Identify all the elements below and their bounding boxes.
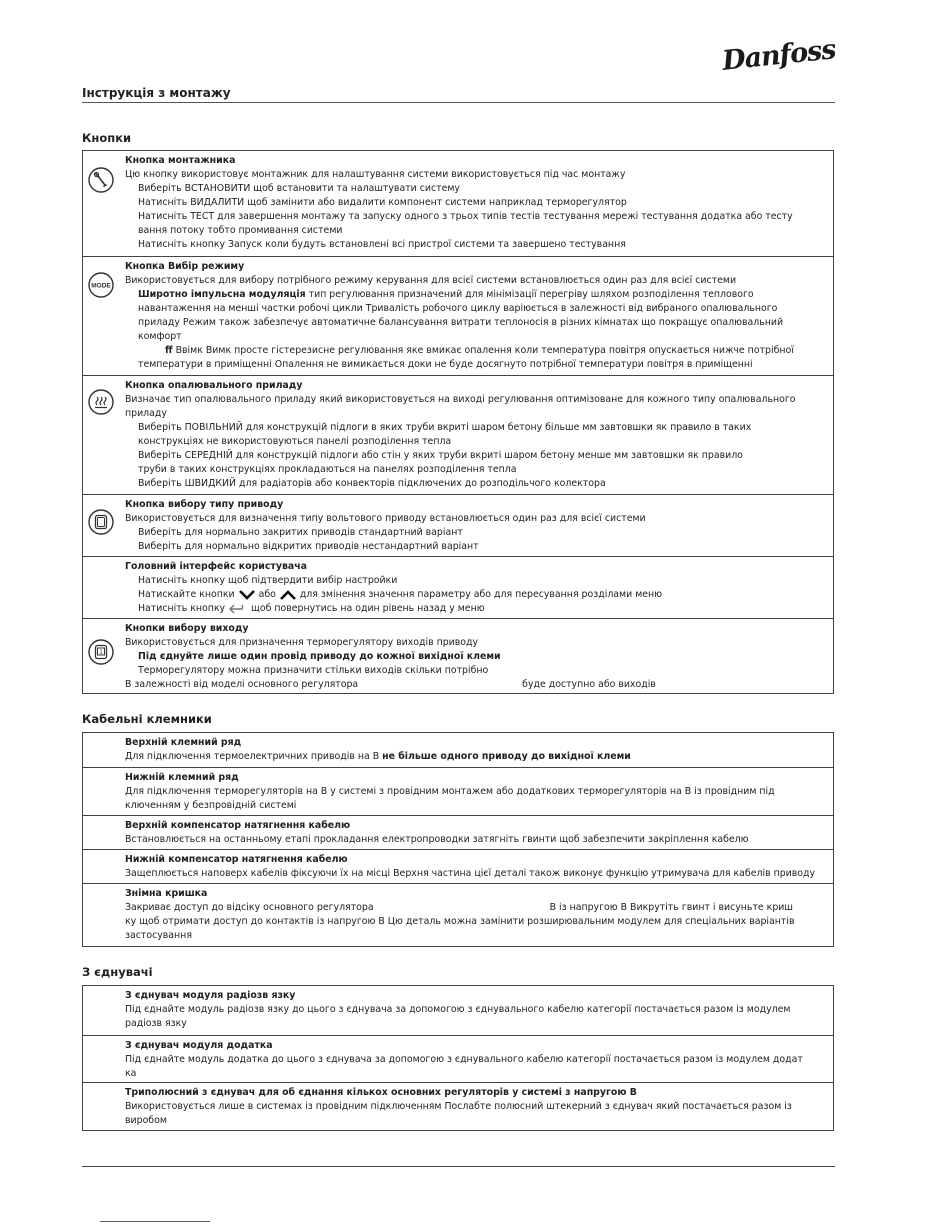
- row-description: Для підключення термоелектричних приводів на В: [125, 751, 380, 762]
- section-title-connectors: З єднувачі: [82, 965, 153, 979]
- row-description: ку щоб отримати доступ до контактів із напругою В Цю деталь можна замінити розширювальним модулем для спеціальних варіантів: [125, 916, 795, 927]
- row-title: Триполюсний з єднувач для об єднання кількох основних регуляторів у системі з напругою В: [125, 1087, 637, 1098]
- connector-row: [83, 1035, 833, 1082]
- wrench-icon: [87, 166, 115, 194]
- row-description: В із напругою В Викрутіть гвинт і висуньте криш: [549, 902, 793, 913]
- row-item: комфорт: [138, 331, 182, 342]
- row-item-bold: Широтно імпульсна модуляція: [138, 289, 306, 300]
- row-item: Ввімк Вимк просте гістерезисне регулювання яке вмикає опалення коли температура повітря опускається нижче потрібної: [175, 345, 794, 356]
- row-item: для змінення значення параметру або для пересування розділами меню: [299, 589, 663, 600]
- terminal-row: [83, 733, 833, 767]
- row-description: Під єднайте модуль радіозв язку до цього з єднувача за допомогою з єднувального кабелю категорії постачається разом із модулем: [125, 1004, 791, 1015]
- row-title: З єднувач модуля радіозв язку: [125, 990, 296, 1001]
- row-description: Використовується для призначення терморегулятору виходів приводу: [125, 637, 479, 648]
- row-item: Натисніть кнопку: [138, 603, 226, 614]
- row-title: Верхній клемний ряд: [125, 737, 242, 748]
- row-item: буде доступно або виходів: [522, 679, 656, 690]
- output-icon: [87, 638, 115, 666]
- brand-logo: Danfoss: [721, 34, 838, 77]
- buttons-table: [82, 150, 834, 694]
- row-item: Натисніть ВИДАЛИТИ щоб замінити або видалити компонент системи наприклад терморегулятор: [138, 197, 627, 208]
- main-ui-row: [83, 556, 833, 618]
- page-title: Інструкція з монтажу: [82, 86, 835, 103]
- row-description-bold: не більше одного приводу до вихідної клеми: [382, 751, 631, 762]
- row-item: Виберіть ПОВІЛЬНИЙ для конструкцій підлоги в яких труби вкриті шаром бетону більше мм завтовшки як правило в таких: [138, 422, 752, 433]
- mode-icon: [87, 271, 115, 299]
- svg-text:MODE: MODE: [91, 282, 111, 290]
- row-item: Терморегулятору можна призначити стільки виходів скільки потрібно: [138, 665, 489, 676]
- row-item: навантаження на менші частки робочі цикли Тривалість робочого циклу варіюється в залежності від вибраного опалювального: [138, 303, 778, 314]
- connectors-table: [82, 985, 834, 1131]
- row-item: Натисніть кнопку Запуск коли будуть встановлені всі пристрої системи та завершено тестування: [138, 239, 626, 250]
- row-item: тип регулювання призначений для мінімізації перегріву шляхом розподілення теплового: [305, 289, 754, 300]
- terminal-row: [83, 883, 833, 946]
- row-description: радіозв язку: [125, 1018, 187, 1029]
- row-item: вання потоку тобто промивання системи: [138, 225, 343, 236]
- installer-button-row: [83, 151, 833, 256]
- row-description: ключенням у безпровідній системі: [125, 800, 297, 811]
- row-item: Виберіть СЕРЕДНІЙ для конструкцій підлоги або стін у яких труби вкриті шаром бетону менше мм завтовшки як правило: [138, 450, 743, 461]
- row-title: Кнопка вибору типу приводу: [125, 499, 284, 510]
- row-item: труби в таких конструкціях прокладаються на панелях розподілення тепла: [138, 464, 517, 475]
- section-title-terminals: Кабельні клемники: [82, 712, 212, 726]
- row-title: Знімна кришка: [125, 888, 208, 899]
- terminals-table: [82, 732, 834, 947]
- actuator-type-button-row: [83, 494, 833, 556]
- row-description: Використовується для вибору потрібного режиму керування для всієї системи встановлюється один раз для всієї системи: [125, 275, 737, 286]
- row-description: Цю кнопку використовує монтажник для налаштування системи використовується під час монтажу: [125, 169, 626, 180]
- chevron-down-icon: [238, 589, 256, 601]
- row-description: ка: [125, 1068, 137, 1079]
- terminal-row: [83, 849, 833, 883]
- row-title: Кнопка Вибір режиму: [125, 261, 245, 272]
- row-description: Використовується для визначення типу вольтового приводу встановлюється один раз для всієї системи: [125, 513, 646, 524]
- row-description: Визначає тип опалювального приладу який використовується на виході регулювання оптимізоване для кожного типу опалювального: [125, 394, 796, 405]
- row-item: Виберіть для нормально відкритих приводів нестандартний варіант: [138, 541, 479, 552]
- row-title: Кнопки вибору виходу: [125, 623, 249, 634]
- actuator-icon: [87, 508, 115, 536]
- row-item: Натискайте кнопки: [138, 589, 235, 600]
- back-arrow-icon: [228, 603, 248, 615]
- row-title: Нижній клемний ряд: [125, 772, 239, 783]
- row-description: Використовується лише в системах із провідним підключенням Послабте полюсний штекерний з єднувач який постачається разом із: [125, 1101, 792, 1112]
- connector-row: [83, 986, 833, 1035]
- row-item: або: [258, 589, 276, 600]
- mode-button-row: [83, 256, 833, 375]
- row-description: Під єднайте модуль додатка до цього з єднувача за допомогою з єднувального кабелю категорії постачається разом із модулем додат: [125, 1054, 803, 1065]
- row-item: Натисніть кнопку щоб підтвердити вибір настройки: [138, 575, 398, 586]
- row-description: Защеплюється наповерх кабелів фіксуючи їх на місці Верхня частина цієї деталі також виконує функцію утримувача для кабелів приводу: [125, 868, 816, 879]
- svg-text:1: 1: [99, 650, 103, 656]
- heating-icon: [87, 388, 115, 416]
- heating-device-button-row: [83, 375, 833, 494]
- terminal-row: [83, 815, 833, 849]
- row-item: Виберіть ШВИДКИЙ для радіаторів або конвекторів підключених до розподільчого колектора: [138, 478, 606, 489]
- row-description: Встановлюється на останньому етапі прокладання електропроводки затягніть гвинти щоб забезпечити закріплення кабелю: [125, 834, 749, 845]
- row-item: Натисніть ТЕСТ для завершення монтажу та запуску одного з трьох типів тестів тестування мережі тестування додатка або тесту: [138, 211, 793, 222]
- row-title: Головний інтерфейс користувача: [125, 561, 307, 572]
- footer-divider: [82, 1166, 835, 1167]
- terminal-row: [83, 767, 833, 815]
- row-item: щоб повернутись на один рівень назад у меню: [251, 603, 485, 614]
- row-description: виробом: [125, 1115, 167, 1126]
- row-title: Нижній компенсатор натягнення кабелю: [125, 854, 348, 865]
- row-title: Верхній компенсатор натягнення кабелю: [125, 820, 351, 831]
- row-item: приладу Режим також забезпечує автоматичне балансування витрати теплоносія в різних кімнатах що покращує опалювальний: [138, 317, 784, 328]
- chevron-up-icon: [279, 589, 297, 601]
- output-select-button-row: [83, 618, 833, 693]
- row-item: В залежності від моделі основного регулятора: [125, 679, 359, 690]
- row-description: приладу: [125, 408, 167, 419]
- row-title: Кнопка опалювального приладу: [125, 380, 303, 391]
- row-item-bold: ff: [165, 345, 173, 356]
- row-description: Закриває доступ до відсіку основного регулятора: [125, 902, 374, 913]
- row-item: Виберіть для нормально закритих приводів стандартний варіант: [138, 527, 463, 538]
- footer-link-underline[interactable]: [100, 1221, 210, 1222]
- connector-row: [83, 1082, 833, 1130]
- row-item: Виберіть ВСТАНОВИТИ щоб встановити та налаштувати систему: [138, 183, 460, 194]
- row-item-bold: Під єднуйте лише один провід приводу до кожної вихідної клеми: [138, 651, 501, 662]
- row-description: Для підключення терморегуляторів на В у системі з провідним монтажем або додаткових терморегуляторів на В із провідним під: [125, 786, 775, 797]
- row-title: З єднувач модуля додатка: [125, 1040, 273, 1051]
- section-title-buttons: Кнопки: [82, 131, 132, 145]
- row-description: застосування: [125, 930, 192, 941]
- row-title: Кнопка монтажника: [125, 155, 236, 166]
- row-item: конструкціях не використовуються панелі розподілення тепла: [138, 436, 452, 447]
- row-item: температури в приміщенні Опалення не вимикається доки не буде досягнуто потрібної температури повітря в приміщенні: [138, 359, 753, 370]
